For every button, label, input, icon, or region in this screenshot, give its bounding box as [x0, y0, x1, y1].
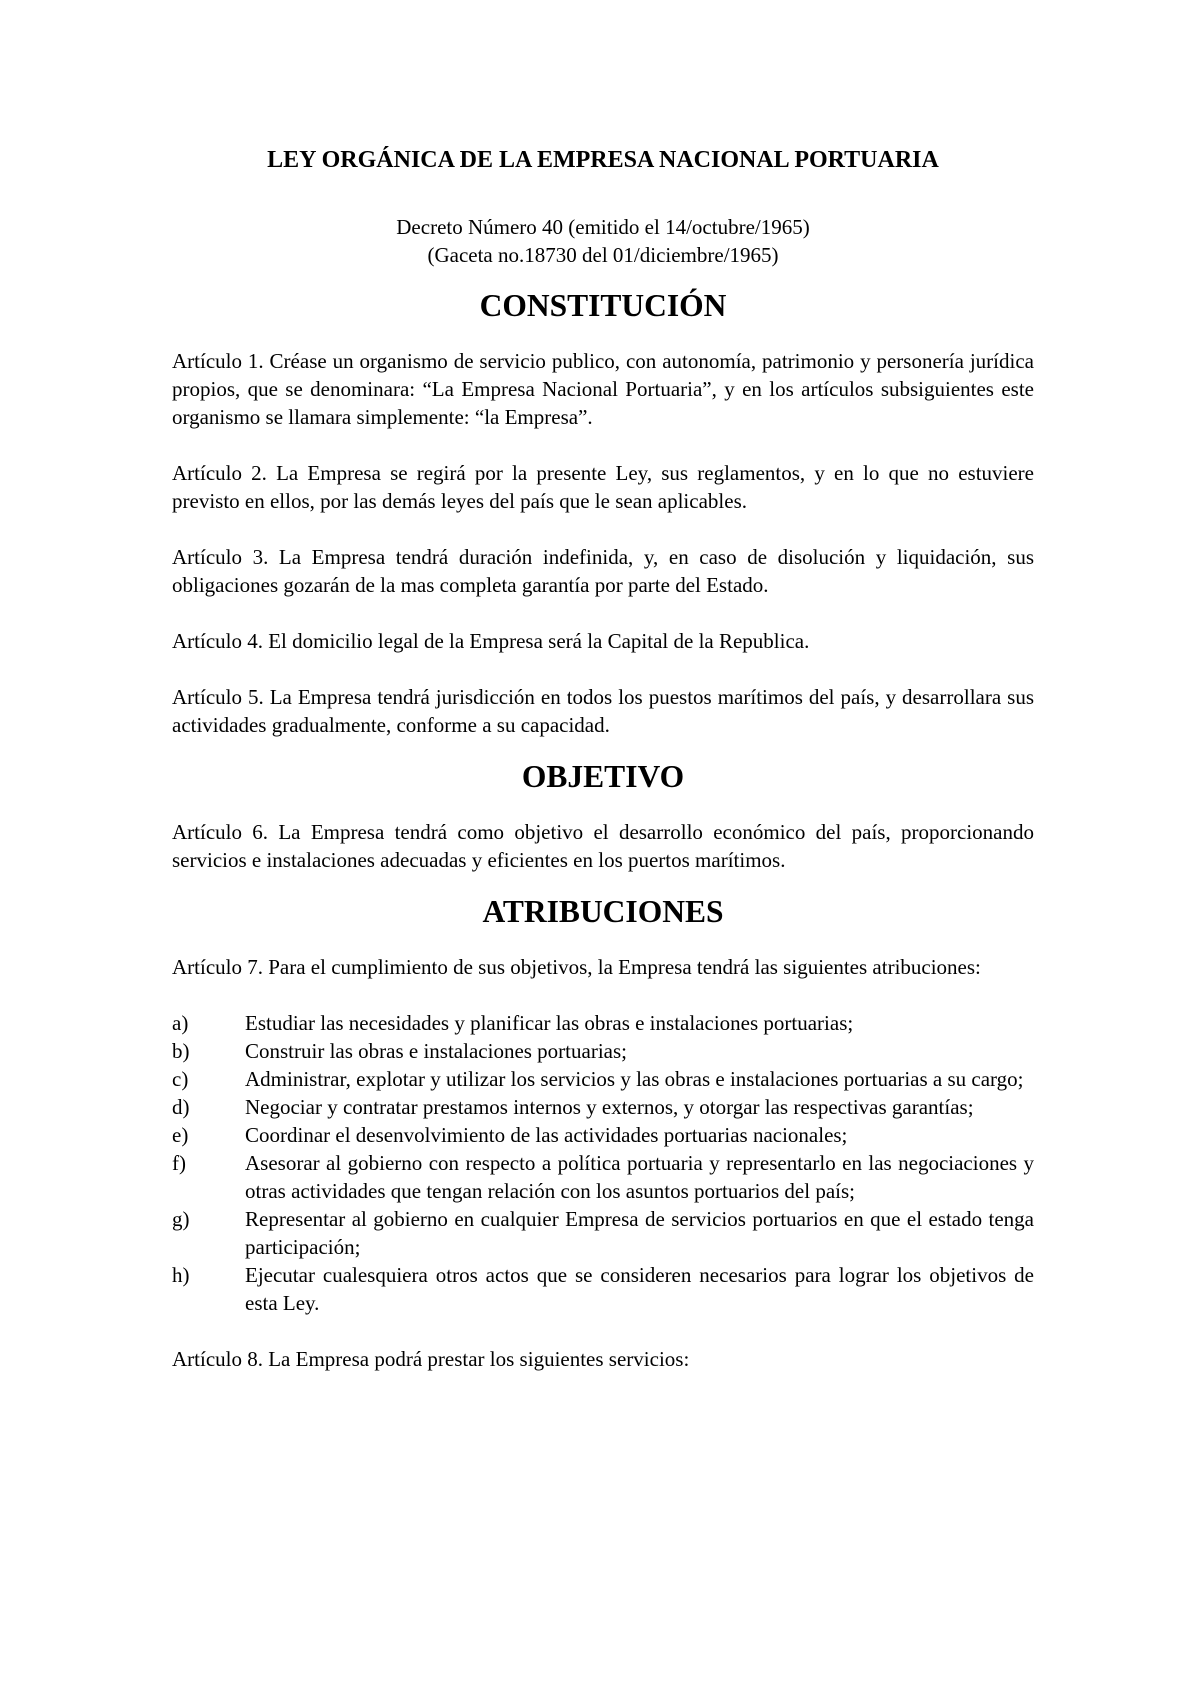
list-marker: h): [172, 1263, 190, 1287]
list-marker: e): [172, 1123, 189, 1147]
list-item-text: Administrar, explotar y utilizar los servicios y las obras e instalaciones portuarias a su cargo;: [245, 1067, 1024, 1091]
list-marker: f): [172, 1151, 186, 1175]
list-item-text: Estudiar las necesidades y planificar las obras e instalaciones portuarias;: [245, 1011, 854, 1035]
article-2: Artículo 2. La Empresa se regirá por la presente Ley, sus reglamentos, y en lo que no estuviere previsto en ellos, por las demás leyes del país que le sean aplicables.: [172, 461, 1034, 513]
list-marker: c): [172, 1067, 189, 1091]
list-item: [172, 1065, 1034, 1093]
list-item: [172, 1037, 1034, 1065]
section-heading-constitucion: CONSTITUCIÓN: [479, 288, 727, 323]
list-item: [172, 1149, 1034, 1205]
list-item-text: Construir las obras e instalaciones portuarias;: [245, 1039, 627, 1063]
list-marker: a): [172, 1011, 189, 1035]
list-marker: g): [172, 1207, 190, 1231]
article-3: Artículo 3. La Empresa tendrá duración indefinida, y, en caso de disolución y liquidación, sus obligaciones gozarán de la mas completa garantía por parte del Estado.: [172, 545, 1034, 597]
list-item: [172, 1093, 1034, 1121]
article-1: Artículo 1. Créase un organismo de servicio publico, con autonomía, patrimonio y personería jurídica propios, que se denominara: “La Empresa Nacional Portuaria”, y en los artículos subsiguientes este organismo se llamara simplemente: “la Empresa”.: [172, 349, 1034, 429]
list-marker: d): [172, 1095, 190, 1119]
list-item-text: Negociar y contratar prestamos internos y externos, y otorgar las respectivas garantías;: [245, 1095, 974, 1119]
list-item: [172, 1009, 1034, 1037]
decree-line: Decreto Número 40 (emitido el 14/octubre/1965): [396, 215, 810, 239]
list-item-text: Ejecutar cualesquiera otros actos que se consideren necesarios para lograr los objetivos de esta Ley.: [245, 1263, 1034, 1315]
gazette-line: (Gaceta no.18730 del 01/diciembre/1965): [427, 243, 779, 267]
decree-info: [172, 213, 1034, 269]
article-6: Artículo 6. La Empresa tendrá como objetivo el desarrollo económico del país, proporcionando servicios e instalaciones adecuadas y eficientes en los puertos marítimos.: [172, 820, 1034, 872]
list-item-text: Asesorar al gobierno con respecto a política portuaria y representarlo en las negociaciones y otras actividades que tengan relación con los asuntos portuarios del país;: [245, 1151, 1034, 1203]
document-title: LEY ORGÁNICA DE LA EMPRESA NACIONAL PORTUARIA: [267, 147, 939, 173]
article-5: Artículo 5. La Empresa tendrá jurisdicción en todos los puestos marítimos del país, y desarrollara sus actividades gradualmente, conforme a su capacidad.: [172, 685, 1034, 737]
list-item: [172, 1121, 1034, 1149]
list-marker: b): [172, 1039, 190, 1063]
list-item: [172, 1261, 1034, 1317]
list-item-text: Coordinar el desenvolvimiento de las actividades portuarias nacionales;: [245, 1123, 848, 1147]
list-item-text: Representar al gobierno en cualquier Empresa de servicios portuarios en que el estado tenga participación;: [245, 1207, 1034, 1259]
section-heading-atribuciones: ATRIBUCIONES: [482, 894, 724, 929]
article-8: Artículo 8. La Empresa podrá prestar los siguientes servicios:: [172, 1347, 690, 1371]
document-page: [172, 130, 1034, 1373]
article-7: Artículo 7. Para el cumplimiento de sus objetivos, la Empresa tendrá las siguientes atribuciones:: [172, 955, 981, 979]
section-heading-objetivo: OBJETIVO: [521, 759, 685, 794]
article-4: Artículo 4. El domicilio legal de la Empresa será la Capital de la Republica.: [172, 629, 810, 653]
list-item: [172, 1205, 1034, 1261]
attributions-list: [172, 1009, 1034, 1317]
